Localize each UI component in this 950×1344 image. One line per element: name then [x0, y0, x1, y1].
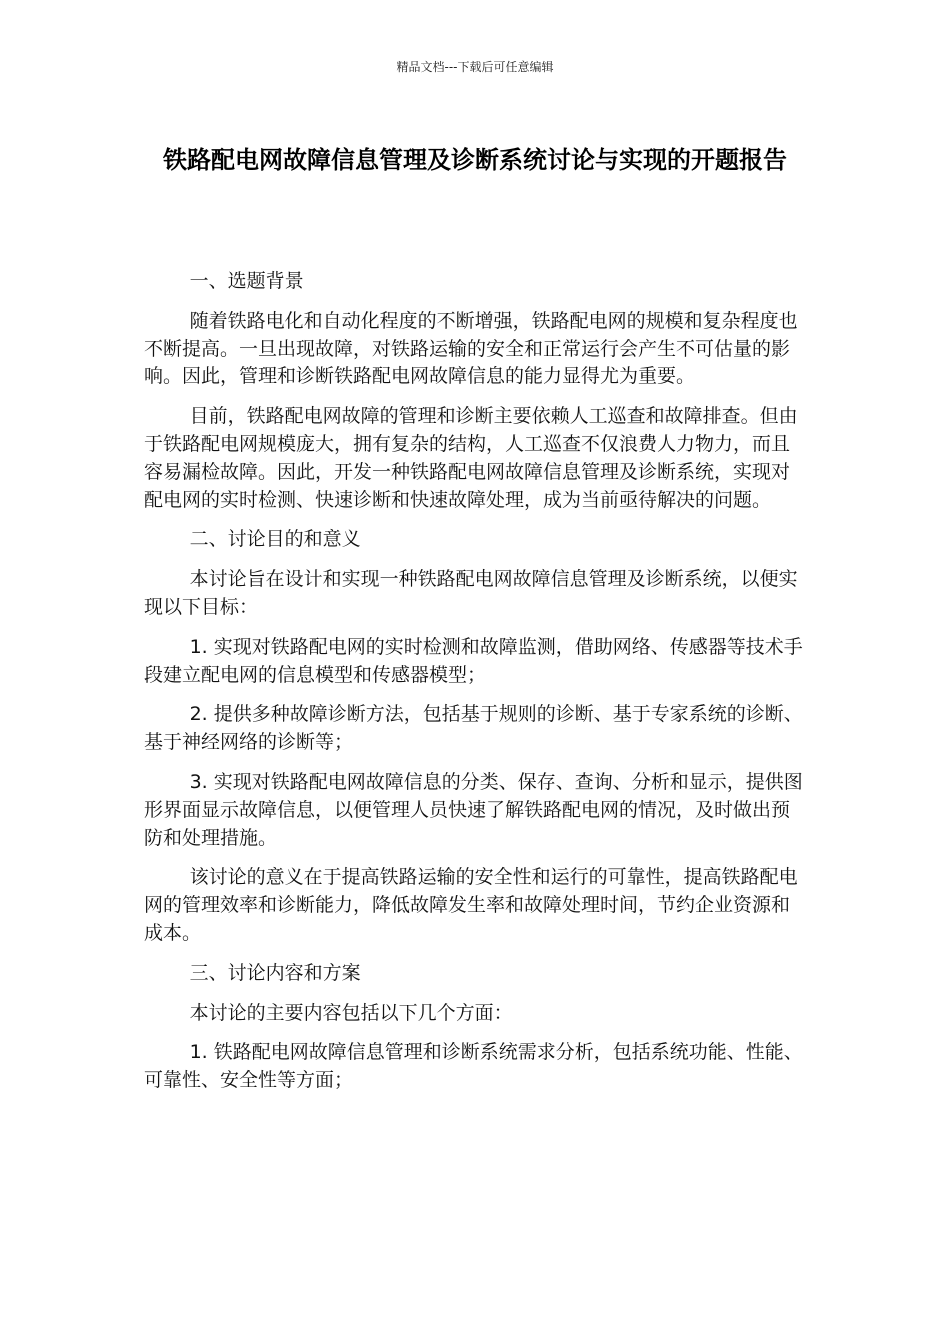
- paragraph-purpose-intro: 本讨论旨在设计和实现一种铁路配电网故障信息管理及诊断系统，以便实现以下目标：: [144, 568, 798, 618]
- paragraph-content-intro: 本讨论的主要内容包括以下几个方面：: [189, 1001, 513, 1024]
- list-item-goal-1: 1. 实现对铁路配电网的实时检测和故障监测，借助网络、传感器等技术手段建立配电网的信息模型和传感器模型；: [144, 635, 803, 686]
- section-heading-background: 一、选题背景: [189, 270, 304, 292]
- section-heading-purpose: 二、讨论目的和意义: [189, 528, 361, 551]
- paragraph-background-2: 目前，铁路配电网故障的管理和诊断主要依赖人工巡查和故障排查。但由于铁路配电网规模庞大，拥有复杂的结构，人工巡查不仅浪费人力物力，而且容易漏检故障。因此，开发一种铁路配电网故障信息管理及诊断系统，实现对配电网的实时检测、快速诊断和快速故障处理，成为当前亟待解决的问题。: [144, 405, 798, 511]
- section-heading-content: 三、讨论内容和方案: [189, 961, 361, 984]
- paragraph-background-1: 随着铁路电化和自动化程度的不断增强，铁路配电网的规模和复杂程度也不断提高。一旦出现故障，对铁路运输的安全和正常运行会产生不可估量的影响。因此，管理和诊断铁路配电网故障信息的能力显得尤为重要。: [144, 309, 798, 388]
- list-item-content-1: 1. 铁路配电网故障信息管理和诊断系统需求分析，包括系统功能、性能、可靠性、安全性等方面；: [144, 1041, 803, 1092]
- document-title: 铁路配电网故障信息管理及诊断系统讨论与实现的开题报告: [163, 146, 787, 174]
- header-note: 精品文档---下载后可任意编辑: [396, 60, 554, 74]
- list-item-goal-2: 2. 提供多种故障诊断方法，包括基于规则的诊断、基于专家系统的诊断、基于神经网络的诊断等；: [144, 703, 803, 754]
- list-item-goal-3: 3. 实现对铁路配电网故障信息的分类、保存、查询、分析和显示，提供图形界面显示故障信息，以便管理人员快速了解铁路配电网的情况，及时做出预防和处理措施。: [144, 770, 803, 849]
- paragraph-significance: 该讨论的意义在于提高铁路运输的安全性和运行的可靠性，提高铁路配电网的管理效率和诊断能力，降低故障发生率和故障处理时间，节约企业资源和成本。: [144, 866, 798, 944]
- document-body: [144, 268, 806, 1107]
